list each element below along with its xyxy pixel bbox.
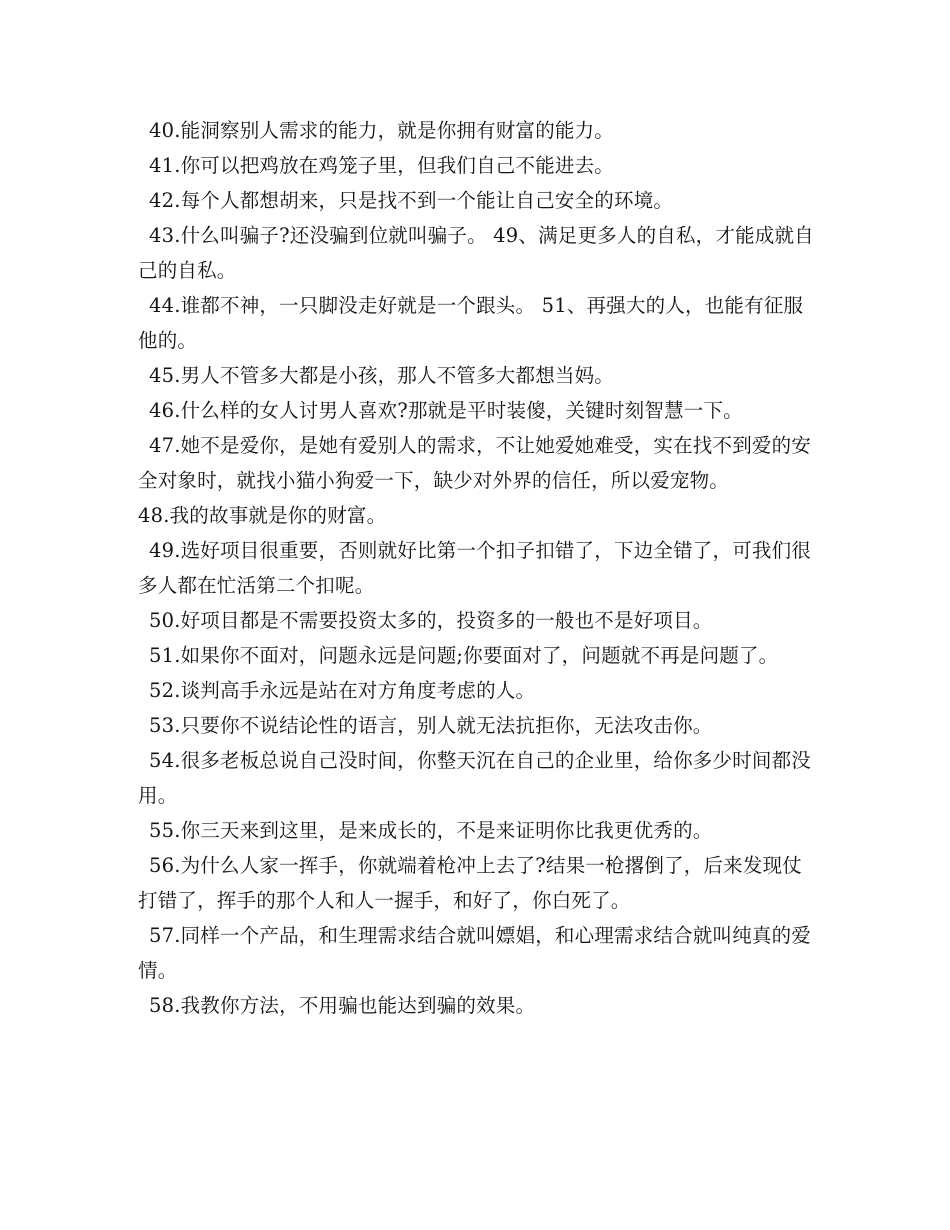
paragraph-item: 58.我教你方法，不用骗也能达到骗的效果。 [149,994,536,1017]
paragraph-item: 45.男人不管多大都是小孩，那人不管多大都想当妈。 [149,364,615,387]
paragraph-item: 57.同样一个产品，和生理需求结合就叫嫖娼，和心理需求结合就叫纯真的爱情。 [138,924,812,982]
paragraph-item: 52.谈判高手永远是站在对方角度考虑的人。 [149,679,536,702]
paragraph-item: 55.你三天来到这里，是来成长的，不是来证明你比我更优秀的。 [149,819,713,842]
paragraph-item: 49.选好项目很重要，否则就好比第一个扣子扣错了，下边全错了，可我们很多人都在忙活第二个扣呢。 [138,539,812,597]
paragraph-item: 46.什么样的女人讨男人喜欢?那就是平时装傻，关键时刻智慧一下。 [149,399,743,422]
paragraph-item: 51.如果你不面对，问题永远是问题;你要面对了，问题就不再是问题了。 [149,644,779,667]
paragraph-item: 50.好项目都是不需要投资太多的，投资多的一般也不是好项目。 [149,609,713,632]
paragraph-item: 56.为什么人家一挥手，你就端着枪冲上去了?结果一枪撂倒了，后来发现仗打错了，挥手的那个人和人一握手，和好了，你白死了。 [138,854,802,912]
paragraph-item: 54.很多老板总说自己没时间，你整天沉在自己的企业里，给你多少时间都没用。 [138,749,812,807]
paragraph-item: 43.什么叫骗子?还没骗到位就叫骗子。 49、满足更多人的自私，才能成就自己的自私。 [138,224,814,282]
paragraph-item: 47.她不是爱你，是她有爱别人的需求，不让她爱她难受，实在找不到爱的安全对象时，就找小猫小狗爱一下，缺少对外界的信任，所以爱宠物。 [138,434,812,492]
paragraph-item: 41.你可以把鸡放在鸡笼子里，但我们自己不能进去。 [149,154,615,177]
paragraph-item: 44.谁都不神，一只脚没走好就是一个跟头。 51、再强大的人，也能有征服他的。 [138,294,804,352]
document-body [138,113,818,1023]
paragraph-item: 40.能洞察别人需求的能力，就是你拥有财富的能力。 [149,119,615,142]
paragraph-item: 48.我的故事就是你的财富。 [138,504,387,527]
paragraph-item: 42.每个人都想胡来，只是找不到一个能让自己安全的环境。 [149,189,674,212]
paragraph-item: 53.只要你不说结论性的语言，别人就无法抗拒你，无法攻击你。 [149,714,713,737]
